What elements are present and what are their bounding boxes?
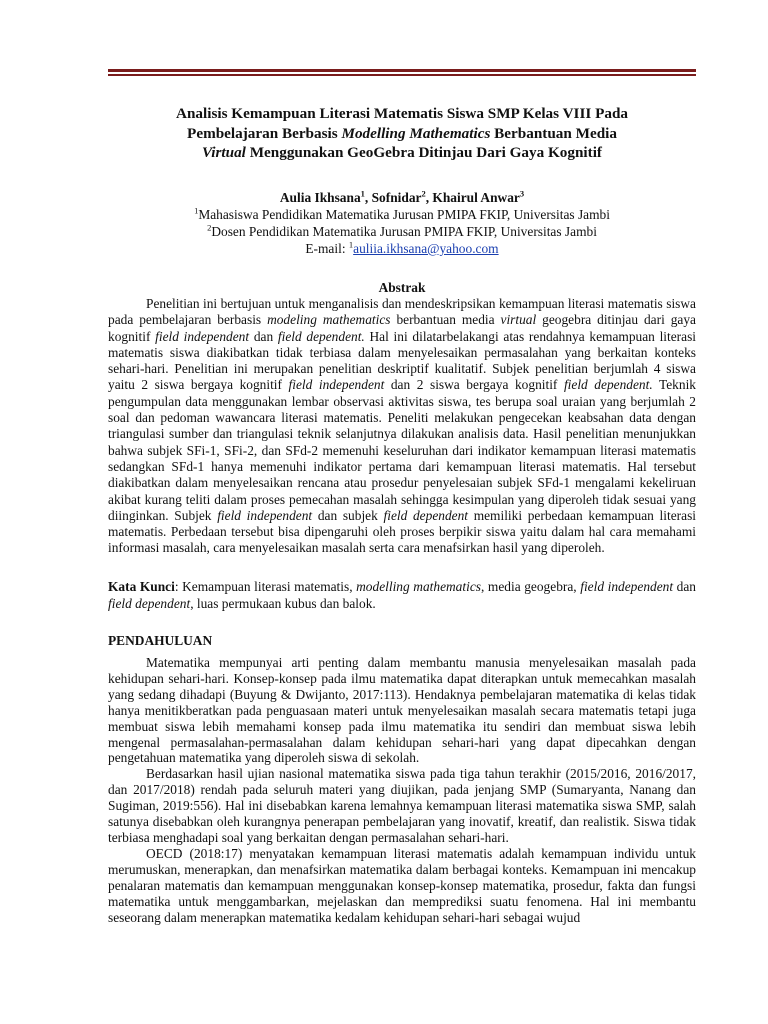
keywords: Kata Kunci: Kemampuan literasi matematis, modelling mathematics, media geogebra, field independent dan field dependent, luas permukaan kubus dan balok. (108, 579, 696, 611)
affiliation-1: $^1$Mahasiswa Pendidikan Matematika Jurusan PMIPA FKIP, Universitas Jambi (194, 205, 610, 222)
paragraph-3: OECD (2018:17) menyatakan kemampuan literasi matematis adalah kemampuan individu untuk merumuskan, menerapkan, dan menafsirkan matematika dalam berbagai konteks. Kemampuan ini mencakup penalaran matematis dan kemampuan menggunakan konsep-konsep matematika, prosedur, fakta dan fungsi matematika untuk menggambarkan, mejelaskan dan memprediksi suatu fenomena. Hal ini membantu seseorang dalam menerapkan matematika kedalam kehidupan sehari-hari sebagai wujud (108, 845, 696, 925)
email-line: E-mail: $^1$auliia.ikhsana@yahoo.com (305, 239, 499, 256)
author-block (108, 189, 696, 257)
introduction-body (108, 655, 696, 925)
author-names: Aulia Ikhsana$^1$, Sofnidar$^2$, Khairul Anwar$^3$ (279, 188, 525, 205)
abstract-text: Penelitian ini bertujuan untuk menganalisis dan mendeskripsikan kemampuan literasi matematis siswa pada pembelajaran berbasis modeling mathematics berbantuan media virtual geogebra ditinjau dari gaya kognitif field independent dan field dependent. Hal ini dilatarbelakangi atas rendahnya kemampuan literasi matematis siswa diakibatkan tidak terbiasa dalam menyelesaikan permasalahan yang berkaitan konteks sehari-hari. Penelitian ini merupakan penelitian deskriptif kualitatif. Subjek penelitian berjumlah 4 siswa yaitu 2 siswa bergaya kognitif field independent dan 2 siswa bergaya kognitif field dependent. Teknik pengumpulan data menggunakan lembar observasi aktivitas siswa, tes berupa soal uraian yang berjumlah 2 soal dan pedoman wawancara literasi matematis. Peneliti melakukan pengecekan keabsahan data dengan triangulasi sumber dan triangulasi teknik selanjutnya dilakukan analisis data. Hasil penelitian menunjukkan bahwa subjek SFi-1, SFi-2, dan SFd-2 memenuhi keseluruhan dari indikator kemampuan literasi matematis sedangkan SFd-1 hanya memenuhi indikator pertama dari kemampuan literasi matematis. Hal tersebut diakibatkan dalam menyelesaikan rencana atau prosedur penyelesaian subjek SFd-1 mengalami kekeliruan akibat kurang teliti dalam proses pemecahan masalah sehingga kesimpulan yang diperoleh tidak sesuai yang diinginkan. Subjek field independent dan subjek field dependent memiliki perbedaan kemampuan literasi matematis. Perbedaan tersebut bisa dipengaruhi oleh proses berpikir siswa yaitu dalam hal cara memahami informasi masalah, cara menyelesaikan masalah serta cara menafsirkan hasil yang diperoleh. (108, 296, 697, 556)
paper-title: Analisis Kemampuan Literasi Matematis Siswa SMP Kelas VIII Pada Pembelajaran Berbasis Modelling Mathematics Berbantuan Media Virtual Menggunakan GeoGebra Ditinjau Dari Gaya Kognitif (176, 105, 628, 161)
paragraph-2: Berdasarkan hasil ujian nasional matematika siswa pada tiga tahun terakhir (2015/2016, 2016/2017, dan 2017/2018) rendah pada seluruh materi yang diujikan, pada jenjang SMP (Sumaryanta, Nanang dan Sugiman, 2019:556). Hal ini disebabkan karena lemahnya kemampuan literasi matematika siswa SMP, salah satunya disebabkan oleh kurangnya penerapan pembelajaran yang inovatif, kreatif, dan realistik. Siswa tidak terbiasa menghadapi soal yang berkaitan dengan permasalahan sehari-hari. (108, 766, 696, 845)
email-link[interactable]: auliia.ikhsana@yahoo.com (353, 241, 499, 256)
header-rule-thin (108, 74, 696, 76)
header-rule-thick (108, 69, 696, 72)
paragraph-1: Matematika mempunyai arti penting dalam membantu manusia menyelesaikan masalah pada kehidupan sehari-hari. Konsep-konsep pada ilmu matematika dapat diterapkan untuk memecahkan masalah yang sedang dihadapi (Buyung & Dwijanto, 2017:113). Hendaknya pembelajaran matematika di kelas tidak hanya menitikberatkan pada penguasaan materi untuk menyelesaikan masalah secara matematis tetapi juga membuat siswa lebih memahami konsep pada ilmu matematika itu sendiri dan membuat siswa lebih mengenal permasalahan-permasalahan dalam kehidupan sehari-hari yang dapat dipecahkan dengan pengetahuan matematika yang diperoleh siswa di sekolah. (108, 655, 696, 766)
keywords-label: Kata Kunci (108, 579, 175, 594)
affiliation-2: $^2$Dosen Pendidikan Matematika Jurusan PMIPA FKIP, Universitas Jambi (207, 222, 597, 239)
section-heading: PENDAHULUAN (108, 633, 213, 648)
abstract-heading: Abstrak (378, 280, 426, 295)
title-line-1: Analisis Kemampuan Literasi Matematis Siswa SMP Kelas VIII Pada (176, 105, 628, 122)
